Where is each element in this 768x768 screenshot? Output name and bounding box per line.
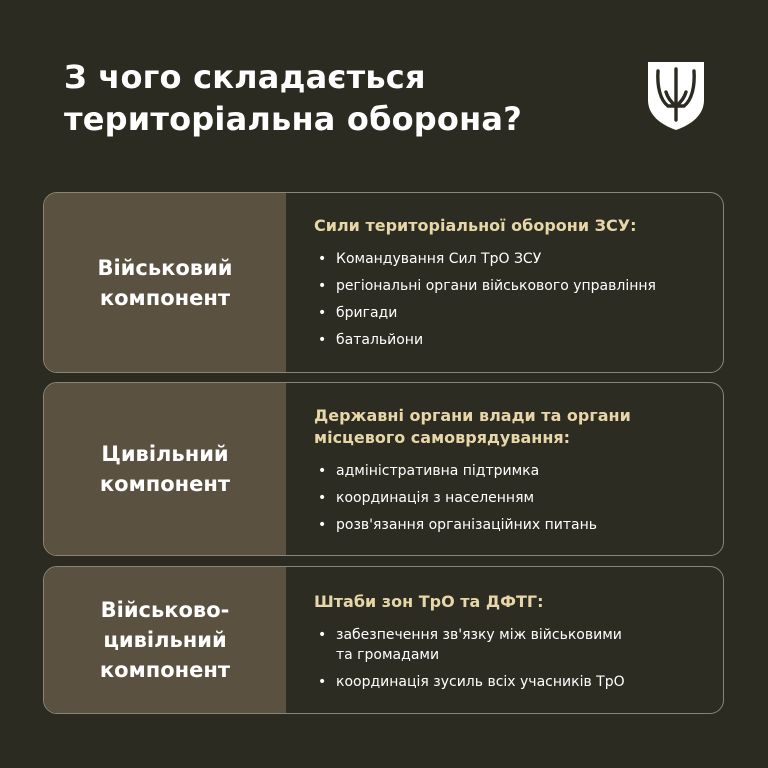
list-item (314, 461, 703, 481)
list-item-text: розв'язання організаційних питань (336, 517, 597, 533)
bullet-icon: • (318, 627, 327, 643)
bullet-icon: • (318, 332, 327, 348)
card-label (44, 567, 286, 713)
bullet-icon: • (318, 278, 327, 294)
page-title (64, 56, 522, 140)
page-title-line-2: територіальна оборона? (64, 100, 522, 138)
card-civil-component (43, 382, 724, 556)
list-item-text: забезпечення зв'язку між військовими (336, 627, 622, 643)
bullet-icon: • (318, 463, 327, 479)
card-item-list (314, 249, 703, 350)
bullet-icon: • (318, 674, 327, 690)
list-item (314, 303, 703, 323)
list-item (314, 672, 703, 692)
card-heading-line: Державні органи влади та органи (314, 406, 631, 425)
card-heading (314, 591, 703, 613)
card-label-line: компонент (99, 658, 231, 682)
card-label-line: Військово- (100, 598, 230, 622)
list-item-text: координація з населенням (336, 490, 535, 506)
card-label-line: компонент (99, 285, 231, 310)
card-label-line: цивільний (103, 628, 227, 652)
list-item-text: регіональні органи військового управління (336, 278, 656, 294)
card-heading (314, 215, 703, 237)
card-heading-line: Сили територіальної оборони ЗСУ: (314, 216, 637, 235)
bullet-icon: • (318, 517, 327, 533)
list-item (314, 249, 703, 269)
list-item-text: та громадами (336, 647, 440, 663)
card-heading-line: місцевого самоврядування: (314, 428, 571, 447)
list-item (314, 625, 703, 665)
card-item-list (314, 461, 703, 535)
card-content (286, 193, 723, 372)
card-military-component (43, 192, 724, 373)
list-item-text: батальйони (336, 332, 424, 348)
card-content (286, 383, 723, 555)
card-label-line: компонент (99, 472, 231, 496)
bullet-icon: • (318, 305, 327, 321)
list-item-text: адміністративна підтримка (336, 463, 540, 479)
card-label-line: Військовий (97, 255, 233, 280)
bullet-icon: • (318, 490, 327, 506)
list-item-text: бригади (336, 305, 398, 321)
card-label (44, 193, 286, 372)
card-label (44, 383, 286, 555)
card-label-line: Цивільний (101, 442, 229, 466)
trident-shield-icon (648, 62, 704, 130)
list-item (314, 276, 703, 296)
bullet-icon: • (318, 251, 327, 267)
card-heading (314, 405, 703, 449)
card-item-list (314, 625, 703, 692)
page-title-line-1: З чого складається (64, 58, 426, 96)
card-heading-line: Штаби зон ТрО та ДФТГ: (314, 592, 544, 611)
list-item-text: координація зусиль всіх учасників ТрО (336, 674, 625, 690)
card-content (286, 567, 723, 713)
list-item (314, 488, 703, 508)
list-item (314, 330, 703, 350)
list-item (314, 515, 703, 535)
card-military-civil-component (43, 566, 724, 714)
list-item-text: Командування Сил ТрО ЗСУ (336, 251, 542, 267)
